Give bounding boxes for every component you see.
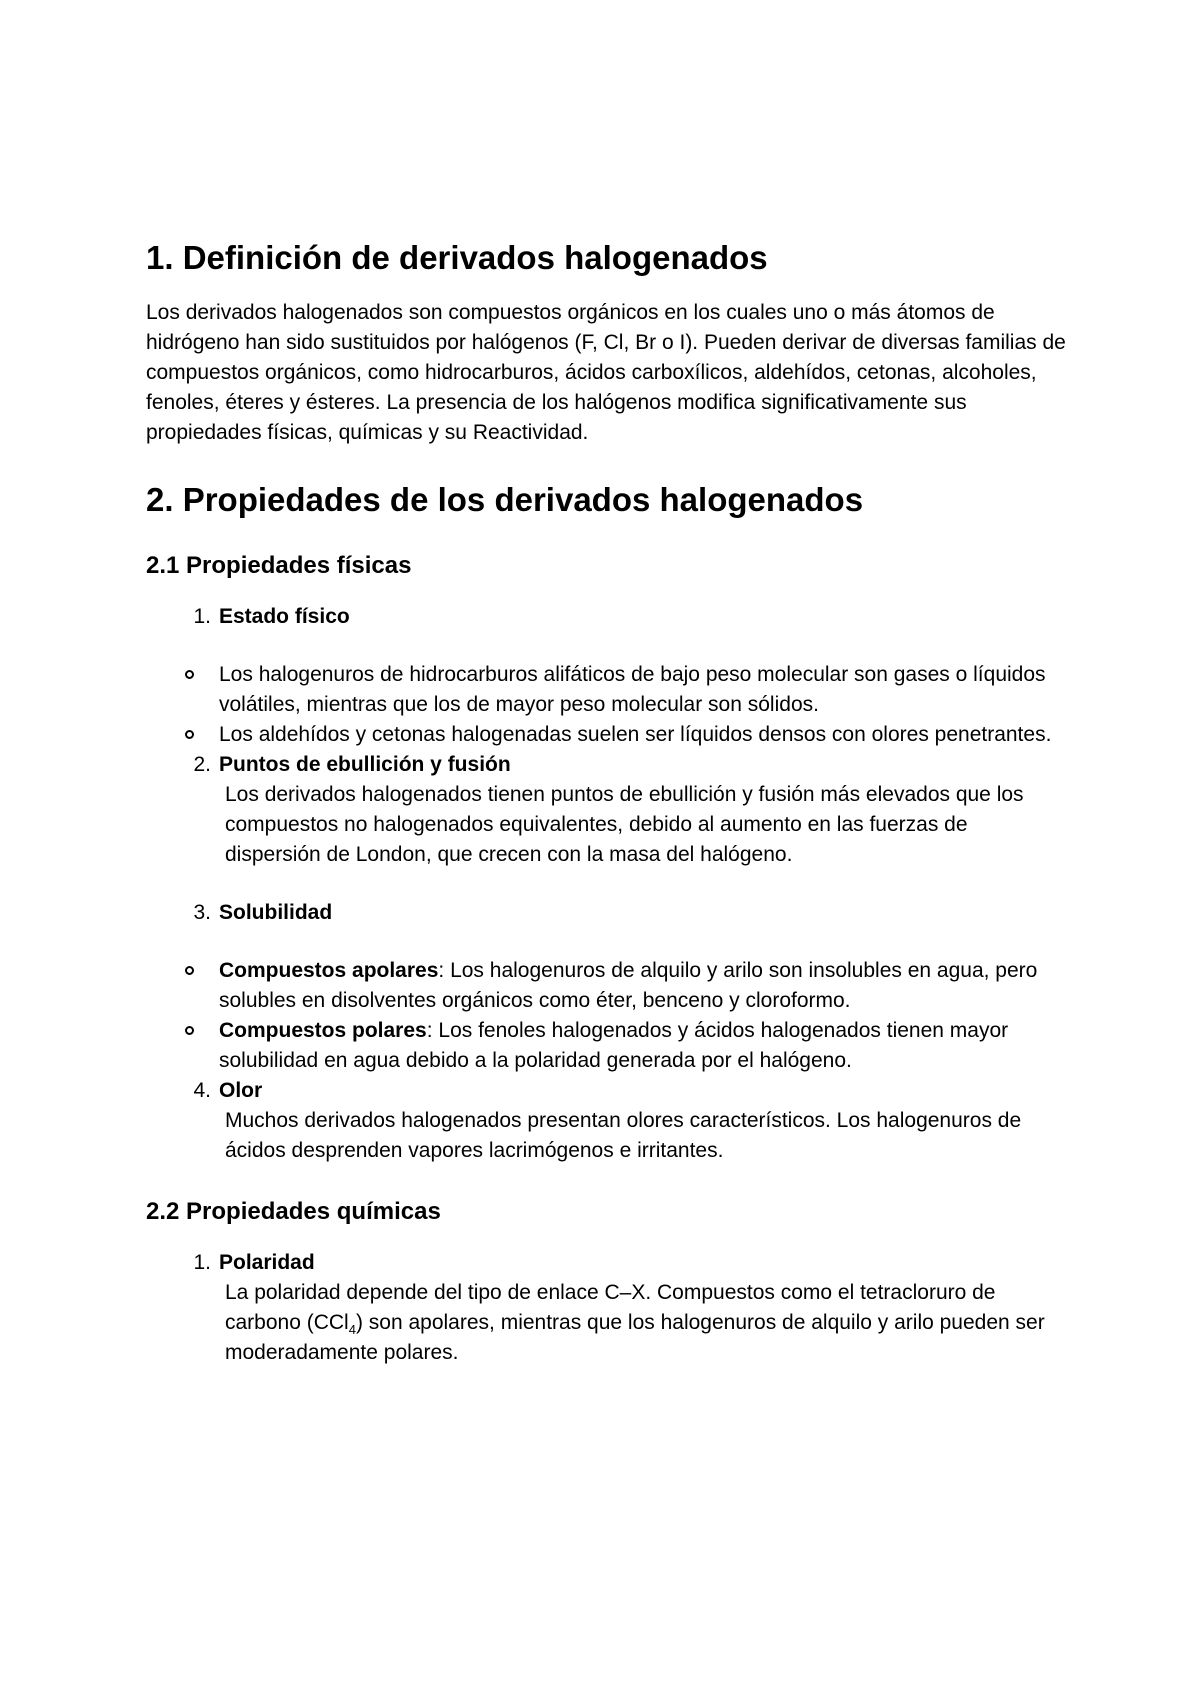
heading-propiedades-quimicas: 2.2 Propiedades químicas bbox=[146, 1198, 441, 1225]
item-description: Muchos derivados halogenados presentan olores característicos. Los halogenuros de ácidos desprenden vapores lacrimógenos e irritantes. bbox=[225, 1109, 1022, 1162]
sub-list-item: Los halogenuros de hidrocarburos alifáticos de bajo peso molecular son gases o líquidos volátiles, mientras que los de mayor peso molecular son sólidos. bbox=[219, 660, 1066, 720]
item-description: Los derivados halogenados tienen puntos de ebullición y fusión más elevados que los compuestos no halogenados equivalentes, debido al aumento en las fuerzas de dispersión de London, que crecen con la masa del halógeno. bbox=[225, 783, 1024, 866]
item-number: 1. bbox=[193, 1251, 211, 1274]
item-title: Polaridad bbox=[219, 1251, 315, 1274]
sub-list-item: Compuestos polares: Los fenoles halogenados y ácidos halogenados tienen mayor solubilidad en agua debido a la polaridad generada por el halógeno. bbox=[219, 1016, 1066, 1076]
document-page bbox=[146, 228, 1066, 1368]
heading-definicion: 1. Definición de derivados halogenados bbox=[146, 239, 768, 276]
item-title: Estado físico bbox=[219, 605, 350, 628]
sub-list-item: Los aldehídos y cetonas halogenadas suelen ser líquidos densos con olores penetrantes. bbox=[219, 720, 1066, 750]
chemical-properties-list bbox=[146, 1248, 1066, 1368]
physical-properties-list bbox=[146, 602, 1066, 1166]
sub-list bbox=[219, 660, 1066, 750]
item-title: Olor bbox=[219, 1079, 263, 1102]
list-item-polaridad bbox=[146, 1248, 1066, 1368]
sub-list bbox=[219, 956, 1066, 1076]
item-number: 3. bbox=[193, 901, 211, 924]
circle-bullet-icon bbox=[185, 730, 194, 739]
circle-bullet-icon bbox=[185, 1026, 194, 1035]
definition-paragraph: Los derivados halogenados son compuestos orgánicos en los cuales uno o más átomos de hidrógeno han sido sustituidos por halógenos (F, Cl, Br o I). Pueden derivar de diversas familias de compuestos orgánicos, como hidrocarburos, ácidos carboxílicos, aldehídos, cetonas, alcoholes, fenoles, éteres y ésteres. La presencia de los halógenos modifica significativamente sus propiedades físicas, químicas y su Reactividad. bbox=[146, 301, 1066, 444]
item-title: Puntos de ebullición y fusión bbox=[219, 753, 511, 776]
circle-bullet-icon bbox=[185, 966, 194, 975]
circle-bullet-icon bbox=[185, 670, 194, 679]
list-item-puntos-ebullicion bbox=[146, 750, 1066, 898]
item-number: 2. bbox=[193, 753, 211, 776]
list-item-olor bbox=[146, 1076, 1066, 1166]
heading-propiedades-fisicas: 2.1 Propiedades físicas bbox=[146, 552, 412, 579]
heading-propiedades: 2. Propiedades de los derivados halogenados bbox=[146, 481, 864, 518]
item-number: 1. bbox=[193, 605, 211, 628]
item-title: Solubilidad bbox=[219, 901, 333, 924]
list-item-estado-fisico bbox=[146, 602, 1066, 750]
item-number: 4. bbox=[193, 1079, 211, 1102]
list-item-solubilidad bbox=[146, 898, 1066, 1076]
sub-list-item: Compuestos apolares: Los halogenuros de alquilo y arilo son insolubles en agua, pero solubles en disolventes orgánicos como éter, benceno y cloroformo. bbox=[219, 956, 1066, 1016]
item-description: La polaridad depende del tipo de enlace C–X. Compuestos como el tetracloruro de carbono (CCl$_4$) son apolares, mientras que los halogenuros de alquilo y arilo pueden ser moderadamente polares. bbox=[225, 1281, 1045, 1364]
